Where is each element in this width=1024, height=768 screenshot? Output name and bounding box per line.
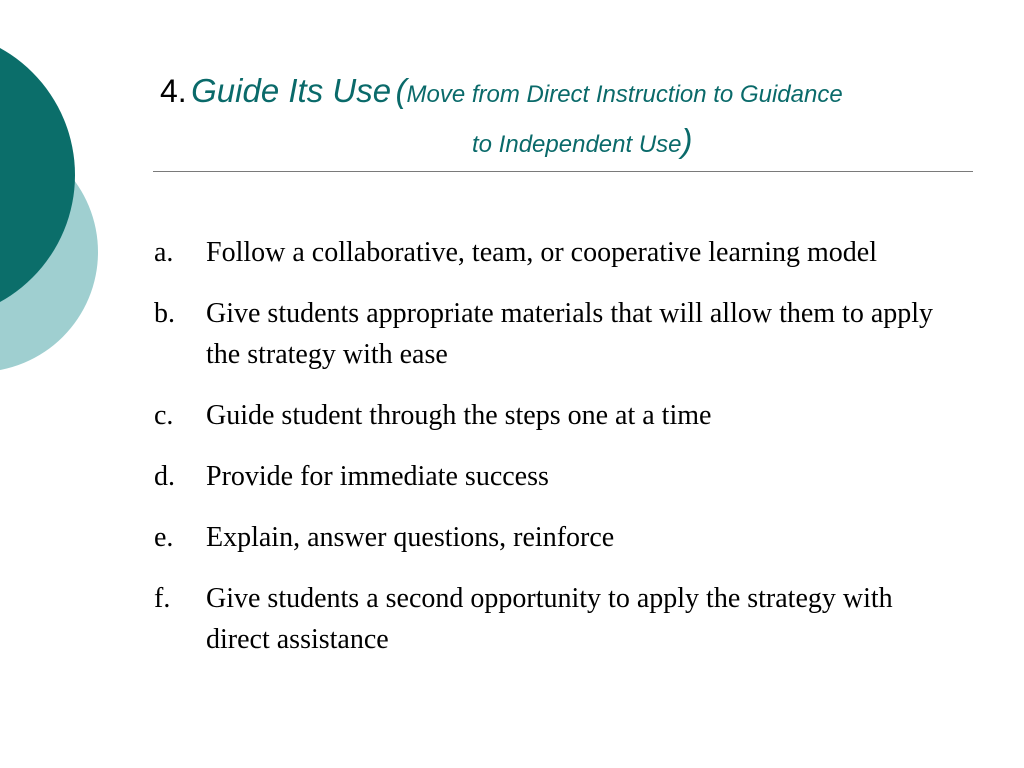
list-item <box>154 293 934 375</box>
list-item <box>154 517 934 558</box>
list-item-marker: f. <box>154 583 171 614</box>
title-line-2 <box>472 122 693 160</box>
title-subtitle-line-2: to Independent Use <box>472 131 682 158</box>
title-close-paren: ) <box>681 122 693 159</box>
title-subtitle-line-1: Move from Direct Instruction to Guidance <box>406 81 843 108</box>
list-item-text: Follow a collaborative, team, or cooperative learning model <box>206 237 877 268</box>
list-item-text: Explain, answer questions, reinforce <box>206 522 615 553</box>
list-item <box>154 578 934 660</box>
bullet-list <box>154 232 934 680</box>
list-item-marker: b. <box>154 298 175 329</box>
list-item <box>154 232 934 273</box>
title-divider <box>153 171 973 172</box>
list-item-marker: d. <box>154 461 175 492</box>
list-item-text: Guide student through the steps one at a time <box>206 400 712 431</box>
title-line-1 <box>160 72 843 110</box>
list-item <box>154 456 934 497</box>
title-number: 4. <box>160 73 187 109</box>
list-item-text: Provide for immediate success <box>206 461 549 492</box>
list-item-marker: c. <box>154 400 174 431</box>
slide-title <box>160 72 1000 172</box>
list-item-text: Give students a second opportunity to apply the strategy with direct assistance <box>206 583 893 655</box>
list-item <box>154 395 934 436</box>
title-open-paren: ( <box>395 72 407 109</box>
decorative-circles <box>0 0 120 420</box>
list-item-marker: e. <box>154 522 174 553</box>
list-item-marker: a. <box>154 237 174 268</box>
list-item-text: Give students appropriate materials that will allow them to apply the strategy with ease <box>206 298 934 370</box>
title-main-text: Guide Its Use <box>191 72 392 109</box>
